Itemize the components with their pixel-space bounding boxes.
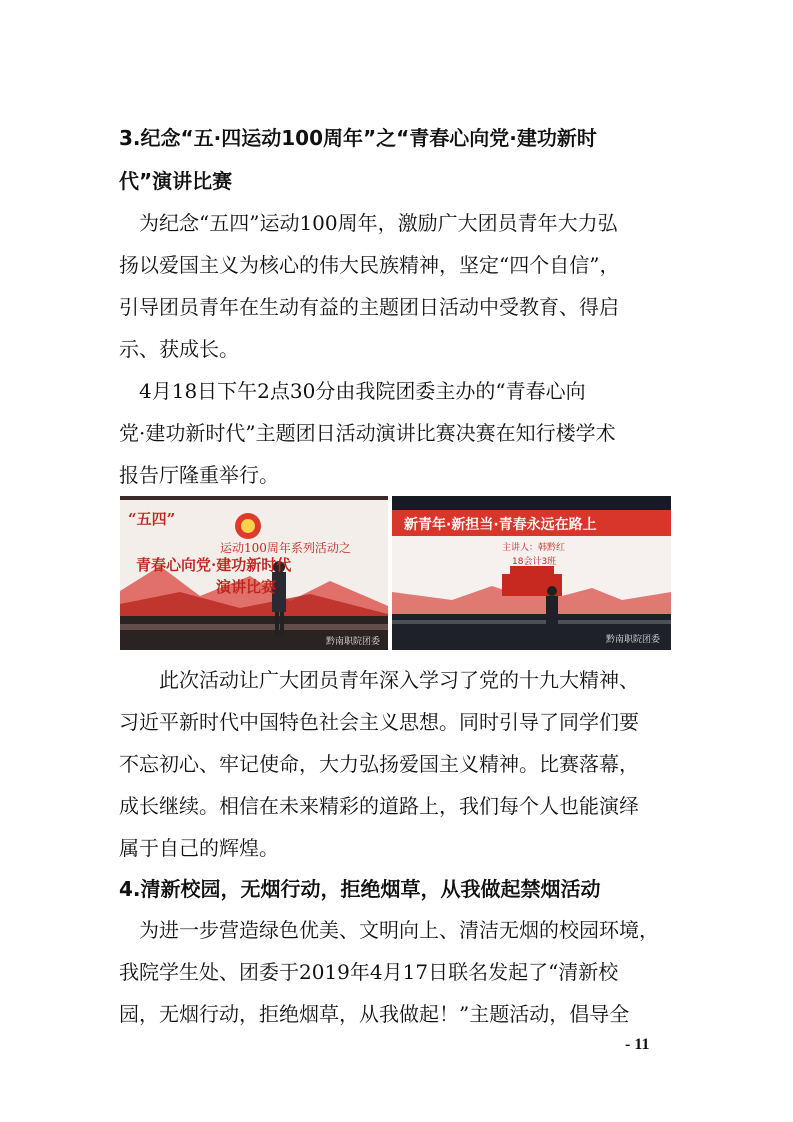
paragraph-line: 扬以爱国主义为核心的伟大民族精神，坚定“四个自信”， bbox=[119, 253, 620, 277]
photo-right-screen-sub1: 主讲人：韩黔红 bbox=[502, 543, 566, 553]
paragraph-line: 为进一步营造绿色优美、文明向上、清洁无烟的校园环境， bbox=[119, 918, 659, 942]
paragraph-line: 引导团员青年在生动有益的主题团日活动中受教育、得启 bbox=[119, 295, 619, 319]
photo-left-screen-line3: 青春心向党·建功新时代 bbox=[136, 556, 292, 574]
section3-heading-line2: 代”演讲比赛 bbox=[119, 169, 233, 193]
photo-left-screen-line2: 运动100周年系列活动之 bbox=[220, 541, 351, 555]
paragraph-line: 报告厅隆重举行。 bbox=[119, 463, 279, 487]
event-photo-left bbox=[120, 496, 388, 650]
photo-right-watermark: 黔南职院团委 bbox=[606, 635, 661, 645]
paragraph-line: 4月18日下午2点30分由我院团委主办的“青春心向 bbox=[119, 379, 586, 403]
paragraph-line: 示、获成长。 bbox=[119, 337, 239, 361]
photo-right-screen-title: 新青年·新担当·青春永远在路上 bbox=[404, 517, 597, 533]
photo-left-screen-line1: “五四” bbox=[128, 510, 176, 528]
section4-heading: 4.清新校园，无烟行动，拒绝烟草，从我做起禁烟活动 bbox=[119, 877, 601, 901]
page-number: - 11 bbox=[625, 1036, 650, 1053]
paragraph-line: 成长继续。相信在未来精彩的道路上，我们每个人也能演绎 bbox=[119, 794, 639, 818]
paragraph-line: 我院学生处、团委于2019年4月17日联名发起了“清新校 bbox=[119, 960, 619, 984]
event-photo-right bbox=[392, 496, 671, 650]
paragraph-line: 此次活动让广大团员青年深入学习了党的十九大精神、 bbox=[119, 668, 639, 692]
paragraph-line: 不忘初心、牢记使命，大力弘扬爱国主义精神。比赛落幕， bbox=[119, 752, 639, 776]
photo-right-screen-sub2: 18会计3班 bbox=[512, 557, 557, 567]
photo-left-screen-line4: 演讲比赛 bbox=[216, 578, 277, 596]
paragraph-line: 园，无烟行动，拒绝烟草，从我做起！”主题活动，倡导全 bbox=[119, 1002, 630, 1026]
paragraph-line: 为纪念“五四”运动100周年，激励广大团员青年大力弘 bbox=[119, 211, 618, 235]
paragraph-line: 属于自己的辉煌。 bbox=[119, 836, 279, 860]
paragraph-line: 习近平新时代中国特色社会主义思想。同时引导了同学们要 bbox=[119, 710, 639, 734]
photo-left-watermark: 黔南职院团委 bbox=[326, 637, 381, 647]
paragraph-line: 党·建功新时代”主题团日活动演讲比赛决赛在知行楼学术 bbox=[119, 421, 616, 445]
section3-heading-line1: 3.纪念“五·四运动100周年”之“青春心向党·建功新时 bbox=[119, 126, 597, 150]
